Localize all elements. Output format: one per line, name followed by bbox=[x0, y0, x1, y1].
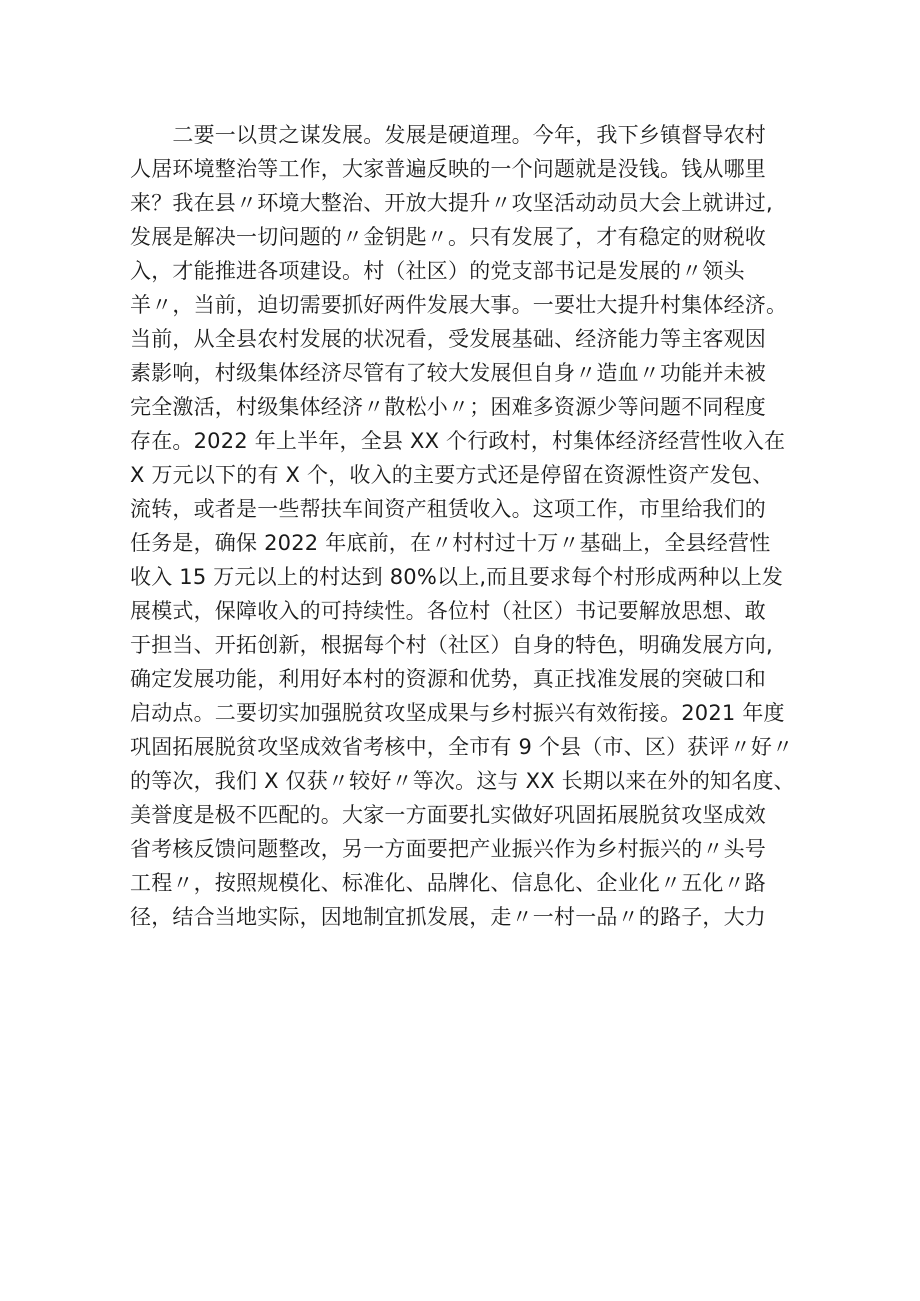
text-line-20: 的等次，我们 X 仅获〃较好〃等次。这与 XX 长期以来在外的知名度、 bbox=[130, 769, 795, 793]
text-line-11: X 万元以下的有 X 个，收入的主要方式还是停留在资源性资产发包、 bbox=[130, 463, 774, 487]
text-line-18: 启动点。二要切实加强脱贫攻坚成果与乡村振兴有效衔接。2021 年度 bbox=[130, 701, 785, 725]
text-line-4: 发展是解决一切问题的〃金钥匙〃。只有发展了，才有稳定的财税收 bbox=[130, 225, 766, 249]
text-line-23: 工程〃，按照规模化、标准化、品牌化、信息化、企业化〃五化〃路 bbox=[130, 871, 766, 895]
text-line-2: 人居环境整治等工作，大家普遍反映的一个问题就是没钱。钱从哪里 bbox=[130, 157, 766, 181]
text-line-17: 确定发展功能，利用好本村的资源和优势，真正找准发展的突破口和 bbox=[130, 667, 766, 691]
text-line-24: 径，结合当地实际，因地制宜抓发展，走〃一村一品〃的路子，大力 bbox=[130, 905, 766, 929]
document-body bbox=[130, 118, 800, 934]
text-line-14: 收入 15 万元以上的村达到 80%以上,而且要求每个村形成两种以上发 bbox=[130, 565, 784, 589]
text-line-13: 任务是，确保 2022 年底前，在〃村村过十万〃基础上，全县经营性 bbox=[130, 531, 771, 555]
text-line-5: 入，才能推进各项建设。村（社区）的党支部书记是发展的〃领头 bbox=[130, 259, 745, 283]
text-line-12: 流转，或者是一些帮扶车间资产租赁收入。这项工作，市里给我们的 bbox=[130, 497, 766, 521]
text-line-6: 羊〃，当前，迫切需要抓好两件发展大事。一要壮大提升村集体经济。 bbox=[130, 293, 788, 317]
text-line-8: 素影响，村级集体经济尽管有了较大发展但自身〃造血〃功能并未被 bbox=[130, 361, 766, 385]
text-line-9: 完全激活，村级集体经济〃散松小〃；困难多资源少等问题不同程度 bbox=[130, 395, 766, 419]
text-line-15: 展模式，保障收入的可持续性。各位村（社区）书记要解放思想、敢 bbox=[130, 599, 766, 623]
text-line-19: 巩固拓展脱贫攻坚成效省考核中，全市有 9 个县（市、区）获评〃好〃 bbox=[130, 735, 794, 759]
text-line-7: 当前，从全县农村发展的状况看，受发展基础、经济能力等主客观因 bbox=[130, 327, 766, 351]
text-line-1: 二要一以贯之谋发展。发展是硬道理。今年，我下乡镇督导农村 bbox=[130, 123, 766, 147]
text-line-21: 美誉度是极不匹配的。大家一方面要扎实做好巩固拓展脱贫攻坚成效 bbox=[130, 803, 766, 827]
text-line-16: 于担当、开拓创新，根据每个村（社区）自身的特色，明确发展方向, bbox=[130, 633, 773, 657]
text-line-10: 存在。2022 年上半年，全县 XX 个行政村，村集体经济经营性收入在 bbox=[130, 429, 786, 453]
text-line-22: 省考核反馈问题整改，另一方面要把产业振兴作为乡村振兴的〃头号 bbox=[130, 837, 766, 861]
text-line-3: 来？我在县〃环境大整治、开放大提升〃攻坚活动动员大会上就讲过, bbox=[130, 191, 773, 215]
